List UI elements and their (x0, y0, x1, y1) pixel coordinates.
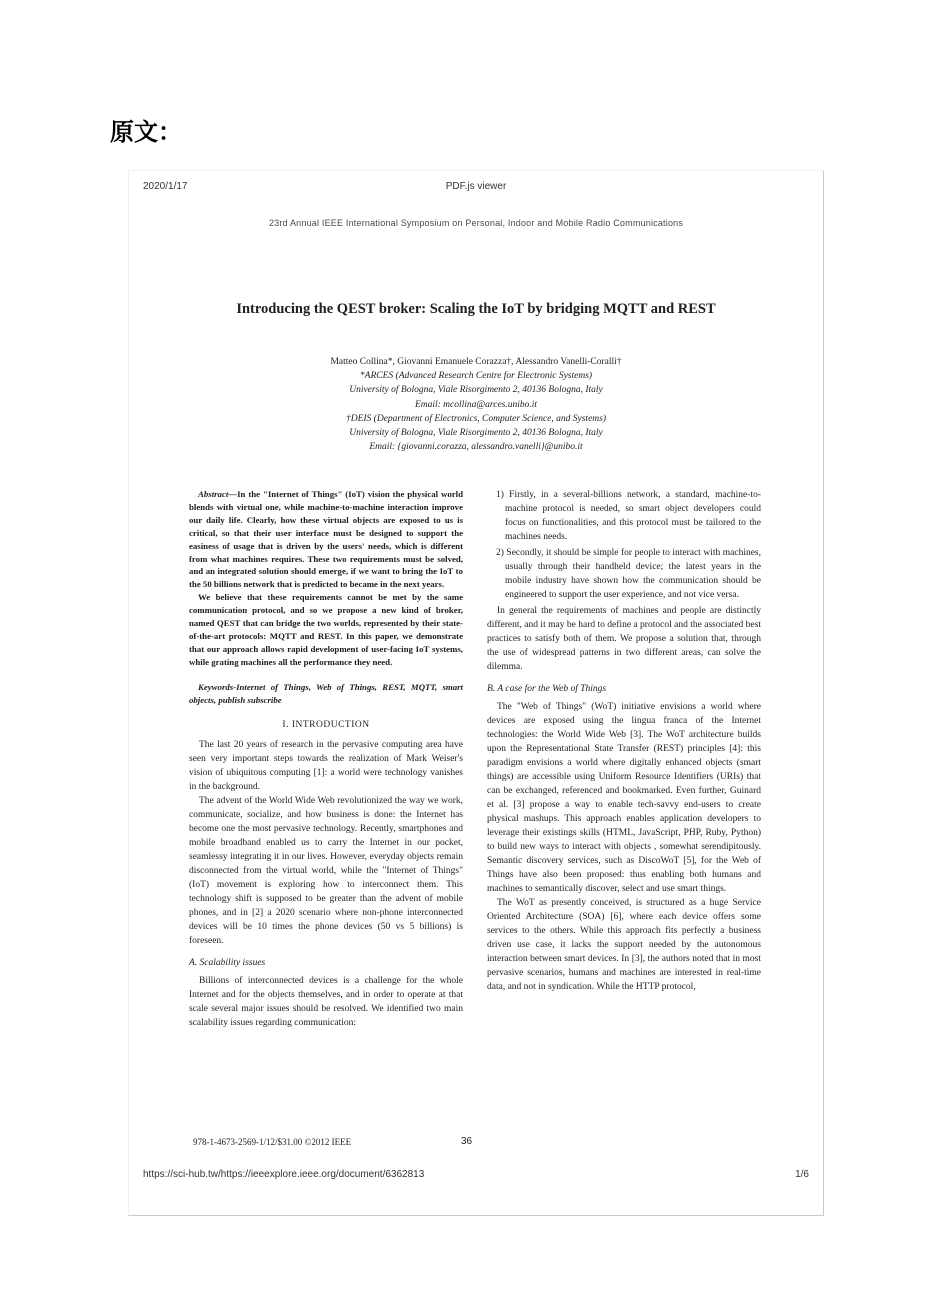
print-header (129, 181, 823, 192)
affiliation-line-3: †DEIS (Department of Electronics, Computer Science, and Systems) (345, 413, 607, 424)
affiliation-line-4: University of Bologna, Viale Risorgimento 2, 40136 Bologna, Italy (349, 428, 603, 439)
keywords-line: Keywords-Internet of Things, Web of Things, REST, MQTT, smart objects, publish subscribe (189, 681, 463, 705)
affiliation-email-1: Email: mcollina@arces.unibo.it (414, 399, 538, 410)
list-item-1: 1) Firstly, in a several-billions network, a standard, machine-to-machine protocol is needed, so smart object developers could focus on functionalities, and this protocol must be tailored to the machines needs. (496, 490, 761, 542)
abstract-text: In the "Internet of Things" (IoT) vision the physical world blends with virtual one, while machine-to-machine interaction improve our daily life. Clearly, how these virtual objects are exposed to us is critical, so that their user interface must be designed to support the easiness of usage that is driven by the users' needs, which is different from what machines requires. These two requirements must be solved, and an integrated solution should emerge, if we want to bring the IoT to the 50 billions network that is predicted to became in the next years. (189, 489, 463, 590)
pdf-printed-page (128, 170, 824, 1216)
paper-title: Introducing the QEST broker: Scaling the IoT by bridging MQTT and REST (236, 301, 716, 317)
authors-line: Matteo Collina*, Giovanni Emanuele Corazza†, Alessandro Vanelli-Coralli† (330, 357, 622, 367)
wot-paragraph-2: The WoT as presently conceived, is structured as a huge Service Oriented Architecture (SOA) [6], where each device offers some services to the others. While this approach fits perfectly a business driven use case, it lacks the support needed by the autonomous interaction between smart devices. In [3], the authors noted that in most pervasive scenarios, humans and machines are interested in real-time data, and not in syndication. While the HTTP protocol, (487, 898, 761, 992)
page-number: 36 (461, 1136, 473, 1147)
source-url: https://sci-hub.tw/https://ieeexplore.ieee.org/document/6362813 (143, 1169, 425, 1180)
affiliation-line-1: *ARCES (Advanced Research Centre for Electronic Systems) (359, 371, 593, 382)
list-item-2: 2) Secondly, it should be simple for people to interact with machines, usually through their handheld device; the latest years in the mobile industry have shown how the communication should be engineered to support the user experience, and not vice versa. (496, 548, 761, 600)
viewer-app-title: PDF.js viewer (445, 181, 507, 192)
scalability-paragraph: Billions of interconnected devices is a challenge for the whole Internet and for the objects themselves, and in order to operate at that scale several major issues should be resolved. We identified two main scalability issues regarding communication: (189, 975, 463, 1028)
authors-block (129, 355, 823, 454)
abstract-label: Abstract— (198, 489, 238, 499)
affiliation-email-2: Email: {giovanni.corazza, alessandro.vanelli}@unibo.it (369, 442, 583, 453)
page-indicator: 1/6 (795, 1169, 809, 1180)
intro-paragraph-1: The last 20 years of research in the pervasive computing area have seen very important steps towards the realization of Mark Weiser's vision of ubiquitous computing [1]: a world were technology vanishes in the background. (189, 739, 463, 792)
abstract-paragraph-1 (189, 488, 463, 591)
print-footer (143, 1169, 809, 1180)
subsection-heading-wot: B. A case for the Web of Things (487, 684, 607, 694)
affiliation-line-2: University of Bologna, Viale Risorgimento 2, 40136 Bologna, Italy (349, 385, 603, 396)
copyright-line: 978-1-4673-2569-1/12/$31.00 ©2012 IEEE (193, 1137, 352, 1147)
original-text-label: 原文： (110, 119, 182, 146)
abstract-paragraph-2: We believe that these requirements cannot be met by the same communication protocol, and so we propose a new kind of broker, named QEST that can bridge the two worlds, represented by their state-of-the-art protocols: MQTT and REST. In this paper, we demonstrate that our approach allows rapid development of user-facing IoT systems, while grating machines all the performance they need. (189, 592, 463, 667)
section-heading-introduction: I. INTRODUCTION (282, 719, 370, 730)
general-paragraph: In general the requirements of machines and people are distinctly different, and it may be hard to define a protocol and the associated best practices to satisfy both of them. We propose a solution that, through the use of widespread patterns in two different areas, can solve the dilemma. (487, 606, 761, 672)
wot-paragraph-1: The "Web of Things" (WoT) initiative envisions a world where devices are exposed using the lingua franca of the Internet technologies: the World Wide Web [3]. The WoT architecture builds upon the Representational State Transfer (REST) principles [4]: this paradigm envisions a world where digitally enhanced objects (smart things) are accessible using Uniform Resource Identifiers (URIs) that can be exchanged, referenced and bookmarked. Even further, Guinard et al. [3] propose a way to enable tech-savvy end-users to create physical mashups. This approach enables application developers to leverage their existings skills (HTML, JavaScript, PHP, Ruby, Python) to build new ways to interact with objects , somewhat serendipitously. Semantic discovery services, such as DiscoWoT [5], for the Web of Things have also been proposed: thus enabling both humans and machines to semantically discover, select and use smart things. (487, 702, 761, 894)
left-column (189, 488, 463, 1030)
conference-header: 23rd Annual IEEE International Symposium on Personal, Indoor and Mobile Radio Communications (268, 218, 684, 228)
subsection-heading-scalability: A. Scalability issues (189, 957, 266, 968)
right-column (487, 488, 761, 1030)
intro-paragraph-2: The advent of the World Wide Web revolutionized the way we work, communicate, socialize, and how business is done: the Internet has become one the most pervasive technology. Recently, smartphones and mobile broadband enabled us to carry the Internet in our pocket, seamlessy integrating it in our lives. However, everyday objects remain disconnected from the virtual world, while the "Internet of Things" (IoT) movement is exploring how to interconnect them. This technology shift is supposed to be greater than the advent of mobile phones, and in [2] a 2020 scenario where non-phone interconnected devices will be 10 times the phone devices (50 vs 5 billions) is foreseen. (189, 795, 463, 946)
two-column-body (189, 488, 761, 1030)
print-date: 2020/1/17 (143, 181, 188, 192)
